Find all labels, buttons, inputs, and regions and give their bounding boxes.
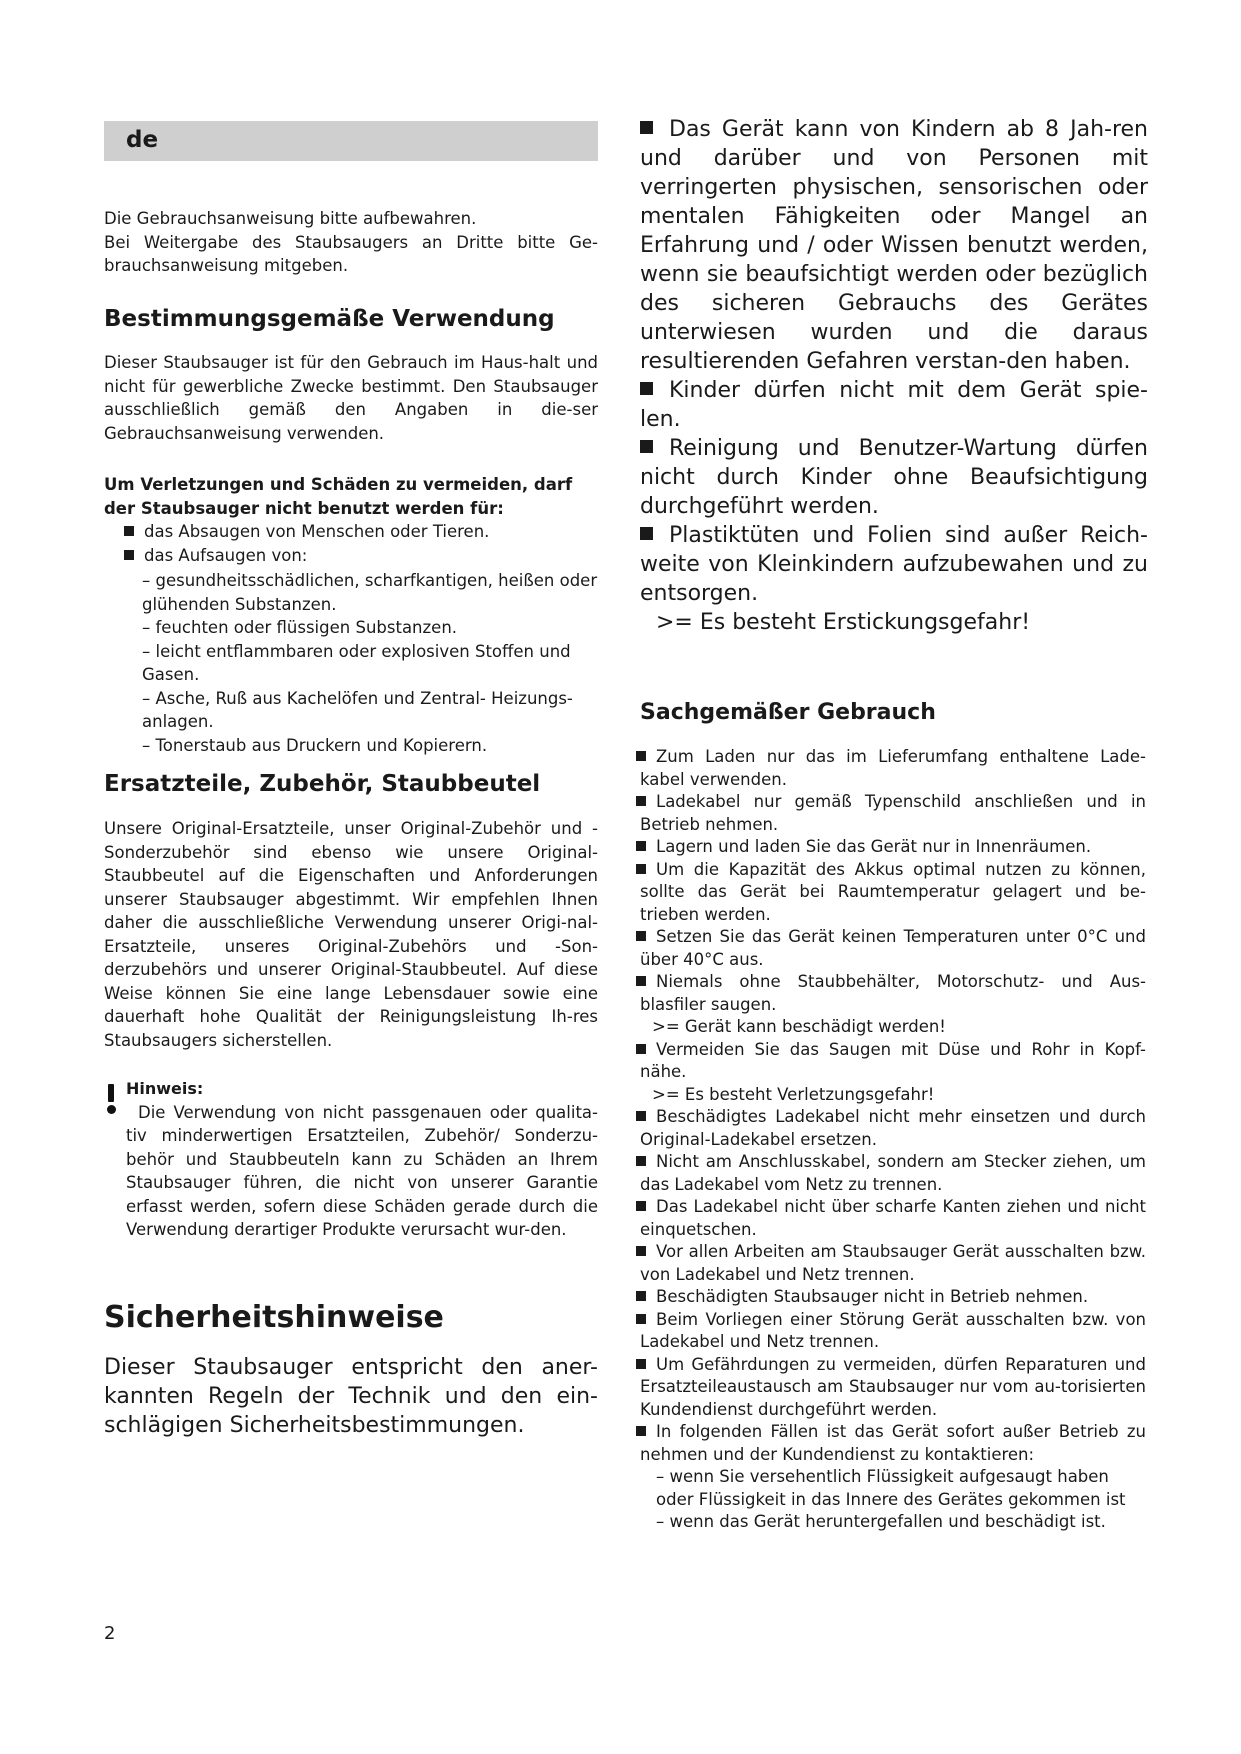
hint-box — [126, 1077, 598, 1242]
bullet-square-icon — [124, 550, 134, 560]
proper-item-text: Lagern und laden Sie das Gerät nur in Innenräumen. — [656, 837, 1092, 856]
bullet-square-icon — [636, 751, 646, 761]
usage-warning-title: Um Verletzungen und Schäden zu vermeiden, darf der Staubsauger nicht benutzt werden für: — [104, 475, 573, 518]
safety-section — [104, 1300, 598, 1335]
proper-item-text: Beim Vorliegen einer Störung Gerät ausschalten bzw. von Ladekabel und Netz trennen. — [640, 1309, 1146, 1351]
proper-item — [640, 791, 1146, 836]
bullet-square-icon — [636, 1156, 646, 1166]
proper-item-text: Zum Laden nur das im Lieferumfang enthaltene Lade-kabel verwenden. — [640, 747, 1146, 789]
usage-subitem: – leicht entflammbaren oder explosiven Stoffen und Gasen. — [142, 641, 571, 684]
usage-warning — [104, 473, 598, 757]
proper-item — [640, 1151, 1146, 1196]
proper-item — [640, 1421, 1146, 1466]
spare-section — [104, 771, 598, 797]
proper-item — [640, 1106, 1146, 1151]
proper-item-text: Um die Kapazität des Akkus optimal nutzen zu können, sollte das Gerät bei Raumtemperatur gelagert und be-trieben werden. — [640, 859, 1146, 924]
children-item — [640, 434, 1148, 521]
page-number: 2 — [104, 1623, 116, 1644]
usage-subitem: – gesundheitsschädlichen, scharfkantigen, heißen oder glühenden Substanzen. — [142, 571, 598, 614]
bullet-square-icon — [636, 1111, 646, 1121]
proper-title: Sachgemäßer Gebrauch — [640, 700, 936, 725]
children-item — [640, 376, 1148, 434]
bullet-square-icon — [124, 526, 134, 536]
usage-subitem: – Asche, Ruß aus Kachelöfen und Zentral- Heizungs-anlagen. — [142, 688, 573, 731]
bullet-square-icon — [636, 931, 646, 941]
proper-item-text: Nicht am Anschlusskabel, sondern am Stecker ziehen, um das Ladekabel vom Netz zu trennen. — [640, 1152, 1146, 1194]
proper-item-text: Ladekabel nur gemäß Typenschild anschließen und in Betrieb nehmen. — [640, 792, 1146, 834]
bullet-square-icon — [640, 527, 653, 540]
bullet-square-icon — [636, 864, 646, 874]
intro-line-1: Die Gebrauchsanweisung bitte aufbewahren. — [104, 209, 477, 228]
bullet-square-icon — [636, 796, 646, 806]
proper-item — [640, 836, 1146, 859]
proper-item-text: Vor allen Arbeiten am Staubsauger Gerät ausschalten bzw. von Ladekabel und Netz trennen. — [640, 1242, 1146, 1284]
bullet-square-icon — [636, 1201, 646, 1211]
proper-item-text: Niemals ohne Staubbehälter, Motorschutz- und Aus-blasfiler saugen. — [640, 972, 1146, 1014]
exclamation-icon — [104, 1084, 118, 1114]
intro-line-2: Bei Weitergabe des Staubsaugers an Dritte bitte Ge-brauchsanweisung mitgeben. — [104, 232, 598, 275]
proper-item — [640, 859, 1146, 927]
usage-subitem: – feuchten oder flüssigen Substanzen. — [142, 618, 458, 637]
bullet-square-icon — [640, 440, 653, 453]
usage-item — [104, 544, 598, 568]
proper-list — [640, 746, 1146, 1534]
usage-section — [104, 306, 598, 332]
proper-item — [640, 926, 1146, 971]
usage-subitem: – Tonerstaub aus Druckern und Kopierern. — [142, 735, 488, 755]
children-warning: >= Es besteht Erstickungsgefahr! — [656, 610, 1031, 635]
spare-title: Ersatzteile, Zubehör, Staubbeutel — [104, 771, 541, 797]
bullet-square-icon — [636, 1044, 646, 1054]
bullet-square-icon — [636, 976, 646, 986]
proper-item-text: Beschädigten Staubsauger nicht in Betrieb nehmen. — [656, 1287, 1089, 1306]
proper-item — [640, 1196, 1146, 1241]
children-item — [640, 521, 1148, 608]
usage-text: Dieser Staubsauger ist für den Gebrauch im Haus-halt und nicht für gewerbliche Zwecke bestimmt. Den Staubsauger ausschließlich gemäß den Angaben in die-ser Gebrauchsanweisung verwenden. — [104, 353, 598, 443]
proper-item-text: In folgenden Fällen ist das Gerät sofort außer Betrieb zu nehmen und der Kundendienst zu kontaktieren: — [640, 1422, 1146, 1464]
bullet-square-icon — [640, 121, 653, 134]
usage-body — [104, 351, 598, 445]
safety-text: Dieser Staubsauger entspricht den aner-kannten Regeln der Technik und den ein-schlägigen Sicherheitsbestimmungen. — [104, 1355, 598, 1438]
proper-item — [640, 1039, 1146, 1084]
safety-title: Sicherheitshinweise — [104, 1300, 444, 1335]
proper-subitem: – wenn Sie versehentlich Flüssigkeit aufgesaugt haben oder Flüssigkeit in das Innere des Gerätes gekommen ist — [656, 1467, 1126, 1509]
proper-item — [640, 1354, 1146, 1422]
language-label: de — [126, 127, 159, 153]
proper-item-text: Setzen Sie das Gerät keinen Temperaturen unter 0°C und über 40°C aus. — [640, 927, 1146, 969]
children-item-text: Reinigung und Benutzer-Wartung dürfen nicht durch Kinder ohne Beaufsichtigung durchgeführt werden. — [640, 436, 1148, 519]
proper-item-text: Vermeiden Sie das Saugen mit Düse und Rohr in Kopf-nähe. — [640, 1039, 1146, 1081]
bullet-square-icon — [636, 841, 646, 851]
children-item-text: Das Gerät kann von Kindern ab 8 Jah-ren und darüber und von Personen mit verringerten physischen, sensorischen oder mentalen Fähigkeiten oder Mangel an Erfahrung und / oder Wissen benutzt werden, wenn sie beaufsichtigt werden oder bezüglich des sicheren Gebrauchs des Gerätes unterwiesen wurden und die daraus resultierenden Gefahren verstan-den haben. — [640, 117, 1148, 374]
proper-item — [640, 746, 1146, 791]
intro — [104, 207, 598, 278]
usage-item — [104, 520, 598, 544]
children-section — [640, 115, 1148, 637]
proper-item-text: Um Gefährdungen zu vermeiden, dürfen Reparaturen und Ersatzteileaustausch am Staubsauger nur vom au-torisierten Kundendienst durchgeführt werden. — [640, 1354, 1146, 1419]
proper-subitem: – wenn das Gerät heruntergefallen und beschädigt ist. — [656, 1512, 1106, 1531]
usage-item-text: das Absaugen von Menschen oder Tieren. — [144, 522, 490, 541]
bullet-square-icon — [640, 382, 653, 395]
bullet-square-icon — [636, 1291, 646, 1301]
hint-text: Die Verwendung von nicht passgenauen oder qualita-tiv minderwertigen Ersatzteilen, Zubehör/ Sonderzu-behör und Staubbeuteln kann zu Schäden an Ihrem Staubsauger führen, die nicht von unserer Garantie erfasst werden, sofern diese Schäden gerade durch die Verwendung derartiger Produkte verursacht wur-den. — [126, 1102, 598, 1239]
bullet-square-icon — [636, 1359, 646, 1369]
children-item-text: Plastiktüten und Folien sind außer Reich-weite von Kleinkindern aufzubewahen und zu entsorgen. — [640, 523, 1148, 606]
proper-item — [640, 1241, 1146, 1286]
proper-item — [640, 1309, 1146, 1354]
bullet-square-icon — [636, 1426, 646, 1436]
children-item-text: Kinder dürfen nicht mit dem Gerät spie-len. — [640, 378, 1148, 432]
proper-item-text: Beschädigtes Ladekabel nicht mehr einsetzen und durch Original-Ladekabel ersetzen. — [640, 1107, 1146, 1149]
usage-item-text: das Aufsaugen von: — [144, 545, 308, 565]
bullet-square-icon — [636, 1246, 646, 1256]
proper-warning-damage: >= Gerät kann beschädigt werden! — [652, 1017, 946, 1036]
proper-warning-injury: >= Es besteht Verletzungsgefahr! — [652, 1084, 935, 1104]
usage-title: Bestimmungsgemäße Verwendung — [104, 306, 555, 332]
safety-body — [104, 1353, 598, 1440]
proper-item-text: Das Ladekabel nicht über scharfe Kanten ziehen und nicht einquetschen. — [640, 1197, 1146, 1239]
bullet-square-icon — [636, 1314, 646, 1324]
hint-title: Hinweis: — [126, 1079, 204, 1098]
proper-item — [640, 971, 1146, 1016]
proper-section — [640, 700, 1160, 725]
spare-text: Unsere Original-Ersatzteile, unser Original-Zubehör und -Sonderzubehör sind ebenso wie unsere Original-Staubbeutel auf die Eigenschaften und Anforderungen unserer Staubsauger abgestimmt. Wir empfehlen Ihnen daher die ausschließliche Verwendung unserer Origi-nal-Ersatzteile, unseres Original-Zubehörs und -Son-derzubehörs und unserer Original-Staubbeutel. Auf diese Weise können Sie eine lange Lebensdauer sowie eine dauerhaft hohe Qualität der Reinigungsleistung Ih-res Staubsaugers sicherstellen. — [104, 819, 598, 1050]
proper-item — [640, 1286, 1146, 1309]
children-item — [640, 115, 1148, 376]
spare-body — [104, 817, 598, 1052]
language-bar — [104, 121, 598, 161]
